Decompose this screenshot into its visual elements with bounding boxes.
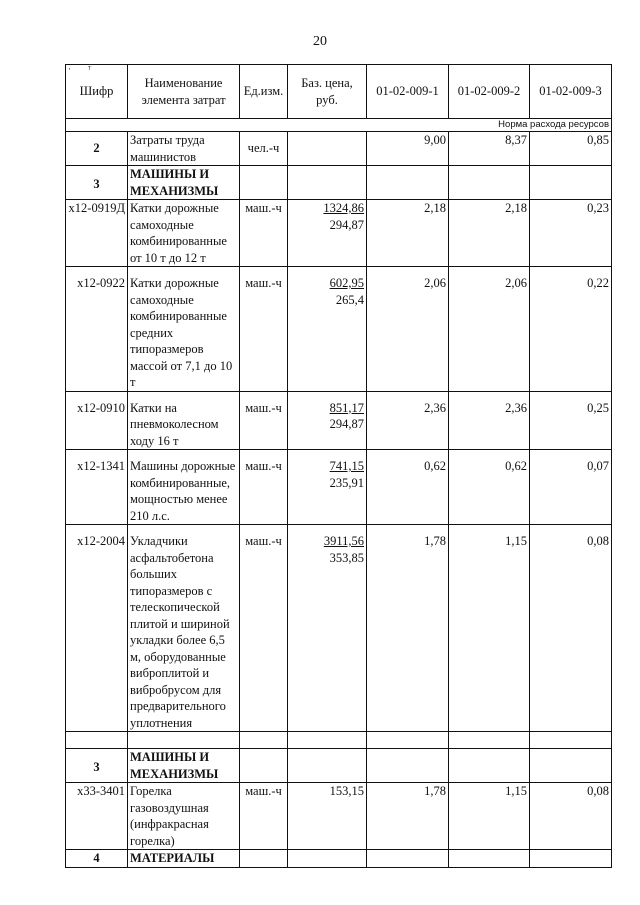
- row-c1: 1,78: [367, 525, 449, 732]
- table-row: [66, 267, 612, 392]
- table-row: [66, 783, 612, 850]
- row-c3: 0,23: [530, 200, 612, 267]
- tick-mark: ·: [68, 64, 71, 74]
- row-c1: 0,62: [367, 450, 449, 525]
- row-price: 153,15: [288, 783, 367, 850]
- row-c1: 2,36: [367, 391, 449, 450]
- row-code: x12-1341: [66, 450, 128, 525]
- header-price: Баз. цена, руб.: [288, 65, 367, 119]
- table-row: [66, 525, 612, 732]
- row-unit: маш.-ч: [240, 391, 288, 450]
- row-c2: 8,37: [449, 132, 530, 166]
- row-price-a: 851,17: [329, 400, 364, 415]
- row-price-b: 353,85: [329, 550, 364, 565]
- row-c1: 1,78: [367, 783, 449, 850]
- section-title: МАТЕРИАЛЫ: [128, 850, 240, 868]
- header-code: [66, 65, 128, 119]
- header-row: [66, 65, 612, 119]
- row-unit: чел.-ч: [240, 132, 288, 166]
- header-c3: 01-02-009-3: [530, 65, 612, 119]
- row-name: Катки дорожные самоходные комбинированные средних типоразмеров массой от 7,1 до 10 т: [128, 267, 240, 392]
- table-row: [66, 200, 612, 267]
- row-price: [288, 525, 367, 732]
- norm-caption-row: [66, 119, 612, 132]
- row-price-a: 3911,56: [323, 534, 364, 548]
- section-row: [66, 749, 612, 783]
- section-code: 3: [66, 166, 128, 200]
- row-code: x12-2004: [66, 525, 128, 732]
- row-price-a: 1324,86: [323, 201, 364, 215]
- row-code: x33-3401: [66, 783, 128, 850]
- row-c3: 0,22: [530, 267, 612, 392]
- row-code: x12-0910: [66, 391, 128, 450]
- row-code: 2: [66, 132, 128, 166]
- row-c2: 1,15: [449, 783, 530, 850]
- row-c1: 9,00: [367, 132, 449, 166]
- row-name: Машины дорожные комбинированные, мощностью менее 210 л.с.: [128, 450, 240, 525]
- row-c2: 2,06: [449, 267, 530, 392]
- section-code: 4: [66, 850, 128, 868]
- row-name: Затраты труда машинистов: [128, 132, 240, 166]
- row-c3: 0,85: [530, 132, 612, 166]
- row-unit: маш.-ч: [240, 783, 288, 850]
- section-row: [66, 166, 612, 200]
- row-c3: 0,08: [530, 525, 612, 732]
- row-c2: 2,18: [449, 200, 530, 267]
- row-price: [288, 267, 367, 392]
- row-c2: 2,36: [449, 391, 530, 450]
- section-title: МАШИНЫ И МЕХАНИЗМЫ: [128, 749, 240, 783]
- header-unit: Ед.изм.: [240, 65, 288, 119]
- row-c3: 0,08: [530, 783, 612, 850]
- row-unit: маш.-ч: [240, 525, 288, 732]
- header-code-label: Шифр: [79, 84, 114, 99]
- section-row: [66, 850, 612, 868]
- tick-mark: ᵀ: [88, 64, 92, 74]
- section-code: 3: [66, 749, 128, 783]
- row-price-b: 235,91: [329, 475, 364, 490]
- row-c2: 0,62: [449, 450, 530, 525]
- row-c1: 2,18: [367, 200, 449, 267]
- table-row: [66, 450, 612, 525]
- norm-caption: Норма расхода ресурсов: [66, 119, 612, 132]
- page-number: 20: [313, 34, 327, 49]
- row-name: Катки на пневмоколесном ходу 16 т: [128, 391, 240, 450]
- row-unit: маш.-ч: [240, 450, 288, 525]
- row-price-b: 294,87: [329, 217, 364, 232]
- row-code: x12-0922: [66, 267, 128, 392]
- row-c3: 0,25: [530, 391, 612, 450]
- row-name: Укладчики асфальтобетона больших типоразмеров с телескопической плитой и шириной укладки более 6,5 м, оборудованные виброплитой и вибробрусом для предварительного уплотнения: [128, 525, 240, 732]
- row-price-a: 741,15: [329, 459, 364, 473]
- row-c2: 1,15: [449, 525, 530, 732]
- row-price: [288, 200, 367, 267]
- row-name: Горелка газовоздушная (инфракрасная горелка): [128, 783, 240, 850]
- header-name: Наименование элемента затрат: [128, 65, 240, 119]
- row-c1: 2,06: [367, 267, 449, 392]
- row-price: [288, 450, 367, 525]
- table-row: [66, 391, 612, 450]
- row-c3: 0,07: [530, 450, 612, 525]
- row-price-b: 294,87: [329, 417, 364, 431]
- row-price: [288, 391, 367, 450]
- row-unit: маш.-ч: [240, 267, 288, 392]
- table-row: [66, 132, 612, 166]
- spacer-row: [66, 732, 612, 749]
- resource-norms-table: [65, 64, 612, 868]
- row-price-b: 265,4: [335, 292, 364, 307]
- row-name: Катки дорожные самоходные комбинированные от 10 т до 12 т: [128, 200, 240, 267]
- row-price: [288, 132, 367, 166]
- row-price-a: 602,95: [329, 276, 364, 290]
- section-title: МАШИНЫ И МЕХАНИЗМЫ: [128, 166, 240, 200]
- row-unit: маш.-ч: [240, 200, 288, 267]
- header-c1: 01-02-009-1: [367, 65, 449, 119]
- header-c2: 01-02-009-2: [449, 65, 530, 119]
- row-code: x12-0919Д: [66, 200, 128, 267]
